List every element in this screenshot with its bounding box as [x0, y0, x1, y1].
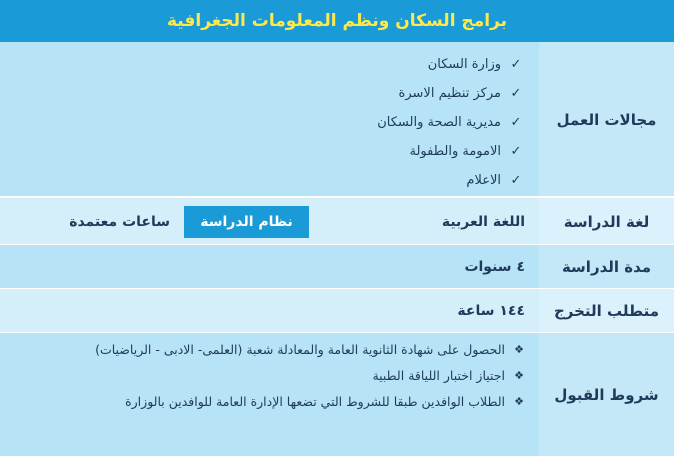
- work-domains-list: [0, 42, 539, 195]
- row-study-duration: [0, 245, 674, 289]
- diamond-bullet-icon: ❖: [514, 369, 524, 382]
- list-item: [0, 166, 525, 195]
- row-admission-conditions: [0, 333, 674, 456]
- graduation-requirement-content: [0, 289, 539, 333]
- row-study-language: [0, 198, 674, 245]
- list-item: [0, 137, 525, 166]
- domain-text: الامومة والطفولة: [409, 144, 501, 159]
- study-language-label: لغة الدراسة: [539, 198, 674, 245]
- study-duration-content: [0, 245, 539, 289]
- study-duration-label: مدة الدراسة: [539, 245, 674, 289]
- domain-text: الاعلام: [466, 173, 501, 188]
- admission-conditions-list: [0, 333, 539, 413]
- check-icon: ✓: [510, 144, 522, 159]
- admission-conditions-content: [0, 333, 539, 456]
- study-system-value: ساعات معتمدة: [69, 213, 170, 230]
- list-item: [0, 339, 527, 361]
- check-icon: ✓: [510, 57, 522, 72]
- graduation-requirement-value: ١٤٤ ساعة: [457, 303, 525, 319]
- diamond-bullet-icon: ❖: [514, 395, 524, 408]
- list-item: [0, 365, 527, 387]
- graduation-requirement-label: متطلب التخرج: [539, 289, 674, 333]
- study-language-value: اللغة العربية: [441, 213, 525, 230]
- check-icon: ✓: [510, 86, 522, 101]
- work-domains-content: [0, 42, 539, 198]
- list-item: [0, 391, 527, 413]
- admission-conditions-label: شروط القبول: [539, 333, 674, 456]
- list-item: [0, 50, 525, 79]
- row-graduation-requirement: [0, 289, 674, 333]
- work-domains-label: مجالات العمل: [539, 42, 674, 198]
- page-title: برامج السكان ونظم المعلومات الجغرافية: [0, 0, 674, 42]
- admission-text: الطلاب الوافدين طبقا للشروط التي تضعها الإدارة العامة للوافدين بالوزارة: [125, 394, 505, 409]
- study-language-content: [0, 198, 539, 245]
- row-work-domains: [0, 42, 674, 198]
- diamond-bullet-icon: ❖: [514, 343, 524, 356]
- admission-text: اجتياز اختبار اللياقة الطبية: [372, 368, 505, 383]
- study-system-label: نظام الدراسة: [184, 206, 309, 238]
- domain-text: وزارة السكان: [427, 57, 501, 72]
- study-language-wrap: [0, 198, 539, 245]
- check-icon: ✓: [510, 115, 522, 130]
- domain-text: مديرية الصحة والسكان: [377, 115, 501, 130]
- check-icon: ✓: [510, 173, 522, 188]
- study-duration-value: ٤ سنوات: [464, 259, 525, 275]
- domain-text: مركز تنظيم الاسرة: [398, 86, 501, 101]
- list-item: [0, 108, 525, 137]
- list-item: [0, 79, 525, 108]
- admission-text: الحصول على شهادة الثانوية العامة والمعادلة شعبة (العلمى- الادبى - الرياضيات): [95, 342, 505, 357]
